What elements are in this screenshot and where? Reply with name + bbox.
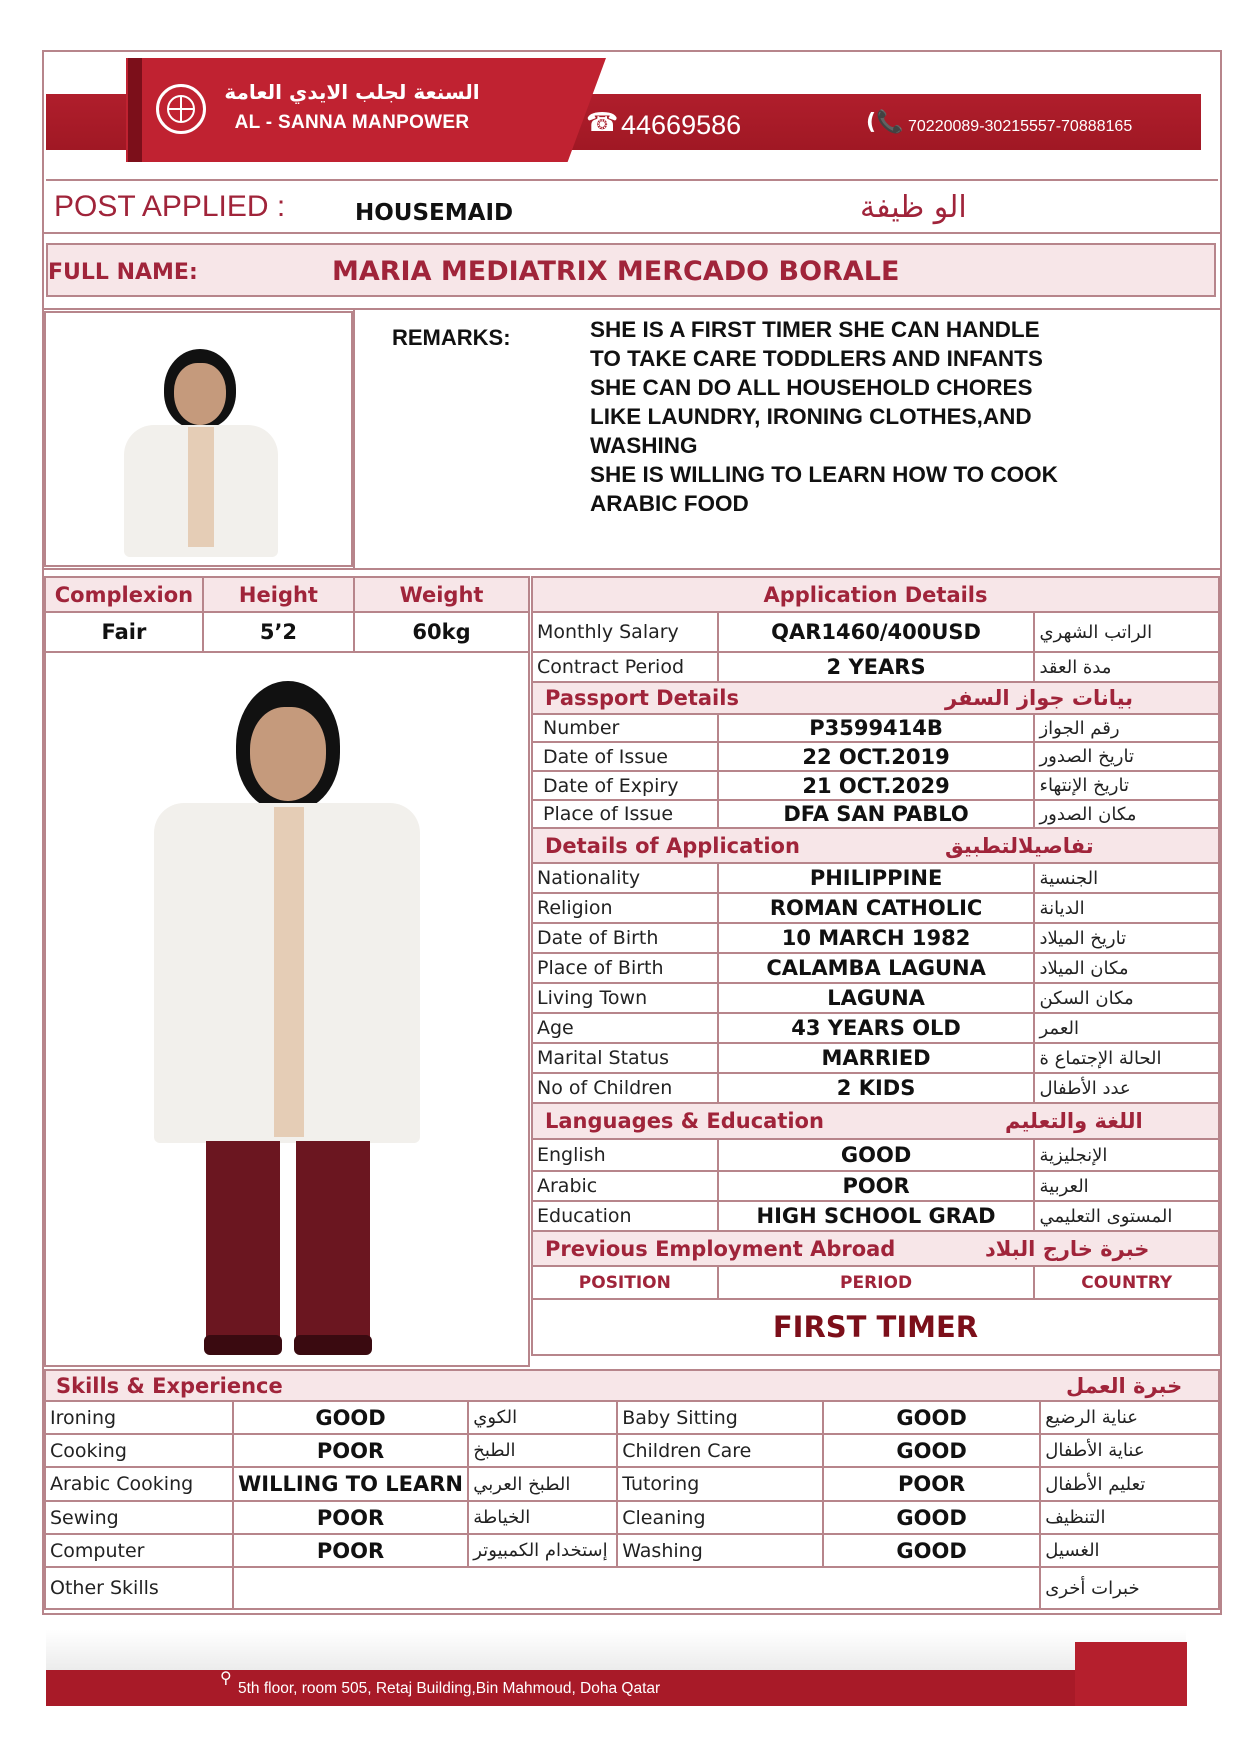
children-label: No of Children xyxy=(532,1073,718,1103)
divider xyxy=(42,232,1222,234)
passport-number-label: Number xyxy=(532,714,718,742)
passport-title-arabic: بيانات جواز السفر xyxy=(945,686,1134,710)
passport-title: Passport Details xyxy=(545,686,739,710)
complexion-value: Fair xyxy=(45,612,203,652)
english-value: GOOD xyxy=(718,1139,1035,1171)
remarks-line: SHE IS A FIRST TIMER SHE CAN HANDLE xyxy=(590,317,1040,342)
full-name-value: MARIA MEDIATRIX MERCADO BORALE xyxy=(332,256,900,287)
nationality-label: Nationality xyxy=(532,863,718,893)
small-photo xyxy=(44,311,353,567)
remarks-label: REMARKS: xyxy=(392,325,511,350)
arabic-arabic: العربية xyxy=(1034,1171,1219,1201)
height-value: 5’2 xyxy=(203,612,354,652)
skill-label: Baby Sitting xyxy=(617,1401,823,1434)
place-of-birth-value: CALAMBA LAGUNA xyxy=(718,953,1035,983)
position-header: POSITION xyxy=(532,1266,718,1299)
header-banner xyxy=(46,54,1218,181)
skill-label: Computer xyxy=(45,1534,233,1567)
skill-label: Ironing xyxy=(45,1401,233,1434)
religion-arabic: الديانة xyxy=(1034,893,1219,923)
skill-value: POOR xyxy=(823,1467,1040,1501)
languages-title-arabic: اللغة والتعليم xyxy=(1005,1109,1143,1133)
other-skills-value xyxy=(233,1567,1040,1609)
age-label: Age xyxy=(532,1013,718,1043)
skill-value: WILLING TO LEARN xyxy=(233,1467,468,1501)
marital-status-label: Marital Status xyxy=(532,1043,718,1073)
remarks-text xyxy=(590,315,1150,518)
remarks-line: SHE CAN DO ALL HOUSEHOLD CHORES xyxy=(590,375,1033,400)
portrait-full-image xyxy=(146,681,426,1361)
place-of-issue-arabic: مكان الصدور xyxy=(1034,800,1219,828)
date-of-birth-value: 10 MARCH 1982 xyxy=(718,923,1035,953)
monthly-salary-label: Monthly Salary xyxy=(532,612,718,652)
post-applied-label: POST APPLIED : xyxy=(54,190,286,223)
company-logo-icon xyxy=(156,84,206,134)
skills-section-header xyxy=(45,1370,1219,1401)
skills-table xyxy=(44,1369,1220,1610)
application-details-title: Application Details xyxy=(532,577,1219,612)
weight-value: 60kg xyxy=(354,612,529,652)
place-of-birth-arabic: مكان الميلاد xyxy=(1034,953,1219,983)
skill-arabic: الطبخ xyxy=(468,1434,617,1467)
nationality-arabic: الجنسية xyxy=(1034,863,1219,893)
skill-label: Sewing xyxy=(45,1501,233,1534)
arabic-label: Arabic xyxy=(532,1171,718,1201)
contract-period-value: 2 YEARS xyxy=(718,652,1035,682)
other-skills-label: Other Skills xyxy=(45,1567,233,1609)
languages-title: Languages & Education xyxy=(545,1109,824,1133)
english-arabic: الإنجليزية xyxy=(1034,1139,1219,1171)
skill-arabic: عناية الرضيع xyxy=(1040,1401,1219,1434)
skill-label: Arabic Cooking xyxy=(45,1467,233,1501)
full-photo xyxy=(44,651,530,1367)
skill-label: Washing xyxy=(617,1534,823,1567)
remarks-line: TO TAKE CARE TODDLERS AND INFANTS xyxy=(590,346,1043,371)
arabic-value: POOR xyxy=(718,1171,1035,1201)
languages-section-header xyxy=(532,1103,1219,1139)
company-name-arabic: السنعة لجلب الايدي العامة xyxy=(224,80,480,104)
expiry-date-label: Date of Expiry xyxy=(532,771,718,800)
skill-label: Tutoring xyxy=(617,1467,823,1501)
place-of-birth-label: Place of Birth xyxy=(532,953,718,983)
contract-period-label: Contract Period xyxy=(532,652,718,682)
skill-arabic: التنظيف xyxy=(1040,1501,1219,1534)
company-phone: 44669586 xyxy=(621,110,742,140)
living-town-value: LAGUNA xyxy=(718,983,1035,1013)
skill-arabic: الكوي xyxy=(468,1401,617,1434)
mobile-phone-icon: (📞 xyxy=(866,110,904,135)
details-title: Details of Application xyxy=(545,833,800,858)
application-table xyxy=(531,576,1220,1356)
age-value: 43 YEARS OLD xyxy=(718,1013,1035,1043)
height-header: Height xyxy=(203,577,354,612)
skills-title: Skills & Experience xyxy=(56,1373,283,1398)
age-arabic: العمر xyxy=(1034,1013,1219,1043)
skill-value: POOR xyxy=(233,1501,468,1534)
employment-title: Previous Employment Abroad xyxy=(545,1236,896,1261)
marital-status-value: MARRIED xyxy=(718,1043,1035,1073)
header-stripe xyxy=(128,58,142,162)
passport-section-header xyxy=(532,682,1219,714)
issue-date-value: 22 OCT.2019 xyxy=(718,742,1035,771)
country-header: COUNTRY xyxy=(1034,1266,1219,1299)
expiry-date-value: 21 OCT.2029 xyxy=(718,771,1035,800)
skill-value: GOOD xyxy=(823,1434,1040,1467)
skill-label: Cooking xyxy=(45,1434,233,1467)
portrait-small-image xyxy=(116,343,286,563)
living-town-label: Living Town xyxy=(532,983,718,1013)
employment-section-header xyxy=(532,1231,1219,1266)
company-name: AL - SANNA MANPOWER xyxy=(234,112,470,133)
details-title-arabic: تفاصيلالتطبيق xyxy=(945,833,1094,858)
post-applied-value: HOUSEMAID xyxy=(355,200,514,226)
living-town-arabic: مكان السكن xyxy=(1034,983,1219,1013)
full-name-label: FULL NAME: xyxy=(48,260,198,285)
skill-arabic: إستخدام الكمبيوتر xyxy=(468,1534,617,1567)
other-skills-arabic: خبرات أخرى xyxy=(1040,1567,1219,1609)
marital-status-arabic: الحالة الإجتماع ة xyxy=(1034,1043,1219,1073)
english-label: English xyxy=(532,1139,718,1171)
place-of-issue-label: Place of Issue xyxy=(532,800,718,828)
remarks-line: SHE IS WILLING TO LEARN HOW TO COOK xyxy=(590,462,1058,487)
skill-arabic: الطبخ العربي xyxy=(468,1467,617,1501)
employment-title-arabic: خبرة خارج البلاد xyxy=(985,1236,1150,1261)
company-mobiles: 70220089-30215557-70888165 xyxy=(908,118,1133,135)
skill-value: GOOD xyxy=(823,1401,1040,1434)
passport-number-arabic: رقم الجواز xyxy=(1034,714,1219,742)
skill-value: POOR xyxy=(233,1534,468,1567)
skill-value: GOOD xyxy=(823,1501,1040,1534)
passport-number-value: P3599414B xyxy=(718,714,1035,742)
monthly-salary-arabic: الراتب الشهري xyxy=(1034,612,1219,652)
skill-arabic: تعليم الأطفال xyxy=(1040,1467,1219,1501)
skill-label: Children Care xyxy=(617,1434,823,1467)
skill-label: Cleaning xyxy=(617,1501,823,1534)
skills-title-arabic: خبرة العمل xyxy=(1066,1373,1183,1398)
date-of-birth-label: Date of Birth xyxy=(532,923,718,953)
weight-header: Weight xyxy=(354,577,529,612)
company-address: 5th floor, room 505, Retaj Building,Bin Mahmoud, Doha Qatar xyxy=(238,1680,661,1697)
expiry-date-arabic: تاريخ الإنتهاء xyxy=(1034,771,1219,800)
location-pin-icon: ⚲ xyxy=(220,1668,232,1687)
skill-value: POOR xyxy=(233,1434,468,1467)
skill-value: GOOD xyxy=(233,1401,468,1434)
contract-period-arabic: مدة العقد xyxy=(1034,652,1219,682)
nationality-value: PHILIPPINE xyxy=(718,863,1035,893)
remarks-line: ARABIC FOOD xyxy=(590,491,749,516)
education-label: Education xyxy=(532,1201,718,1231)
skill-value: GOOD xyxy=(823,1534,1040,1567)
education-value: HIGH SCHOOL GRAD xyxy=(718,1201,1035,1231)
religion-value: ROMAN CATHOLIC xyxy=(718,893,1035,923)
complexion-header: Complexion xyxy=(45,577,203,612)
physical-table xyxy=(44,576,530,653)
period-header: PERIOD xyxy=(718,1266,1035,1299)
date-of-birth-arabic: تاريخ الميلاد xyxy=(1034,923,1219,953)
children-value: 2 KIDS xyxy=(718,1073,1035,1103)
skill-arabic: الغسيل xyxy=(1040,1534,1219,1567)
footer-fade xyxy=(46,1630,1186,1670)
telephone-icon: ☎ xyxy=(586,108,619,138)
remarks-line: LIKE LAUNDRY, IRONING CLOTHES,AND xyxy=(590,404,1032,429)
employment-value: FIRST TIMER xyxy=(532,1299,1219,1355)
divider xyxy=(353,310,355,568)
post-applied-label-arabic: الو ظيفة xyxy=(860,190,967,225)
footer-tab xyxy=(1075,1642,1187,1706)
religion-label: Religion xyxy=(532,893,718,923)
children-arabic: عدد الأطفال xyxy=(1034,1073,1219,1103)
skill-arabic: الخياطة xyxy=(468,1501,617,1534)
remarks-line: WASHING xyxy=(590,433,698,458)
issue-date-label: Date of Issue xyxy=(532,742,718,771)
place-of-issue-value: DFA SAN PABLO xyxy=(718,800,1035,828)
monthly-salary-value: QAR1460/400USD xyxy=(718,612,1035,652)
details-section-header xyxy=(532,828,1219,863)
skill-arabic: عناية الأطفال xyxy=(1040,1434,1219,1467)
education-arabic: المستوى التعليمي xyxy=(1034,1201,1219,1231)
issue-date-arabic: تاريخ الصدور xyxy=(1034,742,1219,771)
